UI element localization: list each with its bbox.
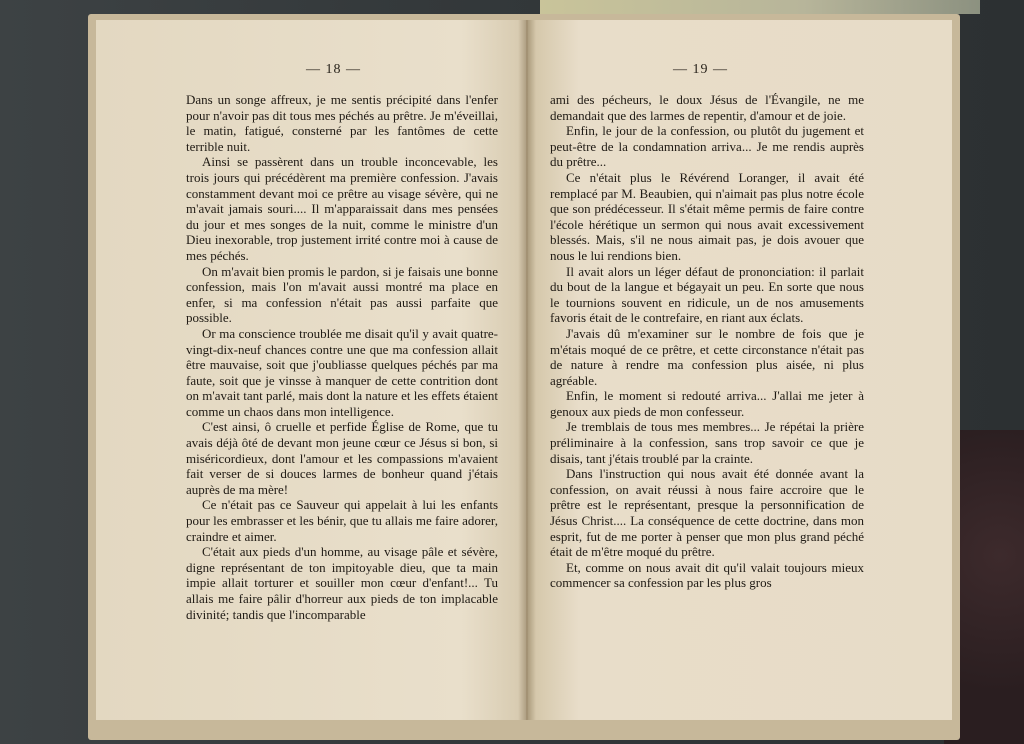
paragraph: Or ma conscience troublée me disait qu'il y avait quatre-vingt-dix-neuf chances contre une que ma confession allait être mauvaise, soit que j'oubliasse quelques péchés par ma faute, soit que je vinsse à manquer de cette contrition dont on m'avait tant parlé, mais dont la nature et les effets étaient comme un chaos dans mon intelligence.	[186, 325, 498, 419]
page-body	[550, 92, 864, 591]
paragraph: Ce n'était plus le Révérend Loranger, il avait été remplacé par M. Beaubien, qui n'aimait pas plus notre école que son prédécesseur. Il s'était même permis de faire contre l'école hérétique un sermon qui nous avait excessivement blessés. Mais, s'il ne nous aimait pas, je dois avouer que nous le lui rendions bien.	[550, 169, 864, 263]
page-number: — 18 —	[306, 62, 361, 77]
book-gutter	[518, 20, 536, 720]
paragraph: ami des pécheurs, le doux Jésus de l'Évangile, ne me demandait que des larmes de repentir, d'amour et de joie.	[550, 92, 864, 123]
page-body	[186, 92, 498, 622]
paragraph: Enfin, le moment si redouté arriva... J'allai me jeter à genoux aux pieds de mon confesseur.	[550, 388, 864, 419]
right-page	[528, 20, 952, 720]
paragraph: J'avais dû m'examiner sur le nombre de fois que je m'étais moqué de ce prêtre, et cette circonstance n'était pas de nature à rendre ma confession plus aisée, ni plus agréable.	[550, 325, 864, 388]
paragraph: Et, comme on nous avait dit qu'il valait toujours mieux commencer sa confession par les plus gros	[550, 559, 864, 591]
paragraph: Ainsi se passèrent dans un trouble inconcevable, les trois jours qui précédèrent ma première confession. J'avais constamment devant moi ce prêtre au visage sévère, qui ne m'avait jamais souri.... Il m'apparaissait dans mes pensées du jour et mes songes de la nuit, comme le ministre d'un Dieu inexorable, trop justement irrité contre moi à cause de mes péchés.	[186, 154, 498, 263]
paragraph: Dans l'instruction qui nous avait été donnée avant la confession, on avait réussi à nous faire accroire que le prêtre est le représentant, presque la personnification de Jésus Christ.... La conséquence de cette doctrine, dans mon esprit, fut de me porter à penser que mon plus grand péché était de m'être moqué du prêtre.	[550, 466, 864, 560]
paragraph: C'était aux pieds d'un homme, au visage pâle et sévère, digne représentant de ton impitoyable dieu, que ta main impie allait torturer et souiller mon cœur d'enfant!... Tu allais me faire pâlir d'horreur aux pieds de ton implacable divinité; tandis que l'incomparable	[186, 544, 498, 622]
paragraph: On m'avait bien promis le pardon, si je faisais une bonne confession, mais l'on m'avait aussi montré ma place en enfer, si ma confession n'était pas aussi parfaite que possible.	[186, 263, 498, 326]
left-page	[96, 20, 526, 720]
paragraph: Je tremblais de tous mes membres... Je répétai la prière préliminaire à la confession, sans trop savoir ce que je disais, tant j'étais troublé par la crainte.	[550, 419, 864, 466]
paragraph: Il avait alors un léger défaut de prononciation: il parlait du bout de la langue et bégayait un peu. En sorte que nous le tournions souvent en ridicule, un de nos amusements favoris était de le contrefaire, en riant aux éclats.	[550, 263, 864, 326]
page-number: — 19 —	[673, 62, 728, 77]
paragraph: Dans un songe affreux, je me sentis précipité dans l'enfer pour n'avoir pas dit tous mes péchés au prêtre. Je m'éveillai, le matin, fatigué, consterné par les fantômes de cette terrible nuit.	[186, 92, 498, 154]
paragraph: Ce n'était pas ce Sauveur qui appelait à lui les enfants pour les embrasser et les bénir, que tu allais me faire adorer, craindre et aimer.	[186, 497, 498, 544]
paragraph: Enfin, le jour de la confession, ou plutôt du jugement et peut-être de la condamnation arriva... Je me rendis auprès du prêtre...	[550, 123, 864, 170]
top-paper-strip	[540, 0, 980, 14]
paragraph: C'est ainsi, ô cruelle et perfide Église de Rome, que tu avais déjà ôté de devant mon jeune cœur ce Jésus si bon, si miséricordieux, dont l'amour et les compassions m'avaient fait verser de si douces larmes de bonheur quand j'étais auprès de ma mère!	[186, 419, 498, 497]
